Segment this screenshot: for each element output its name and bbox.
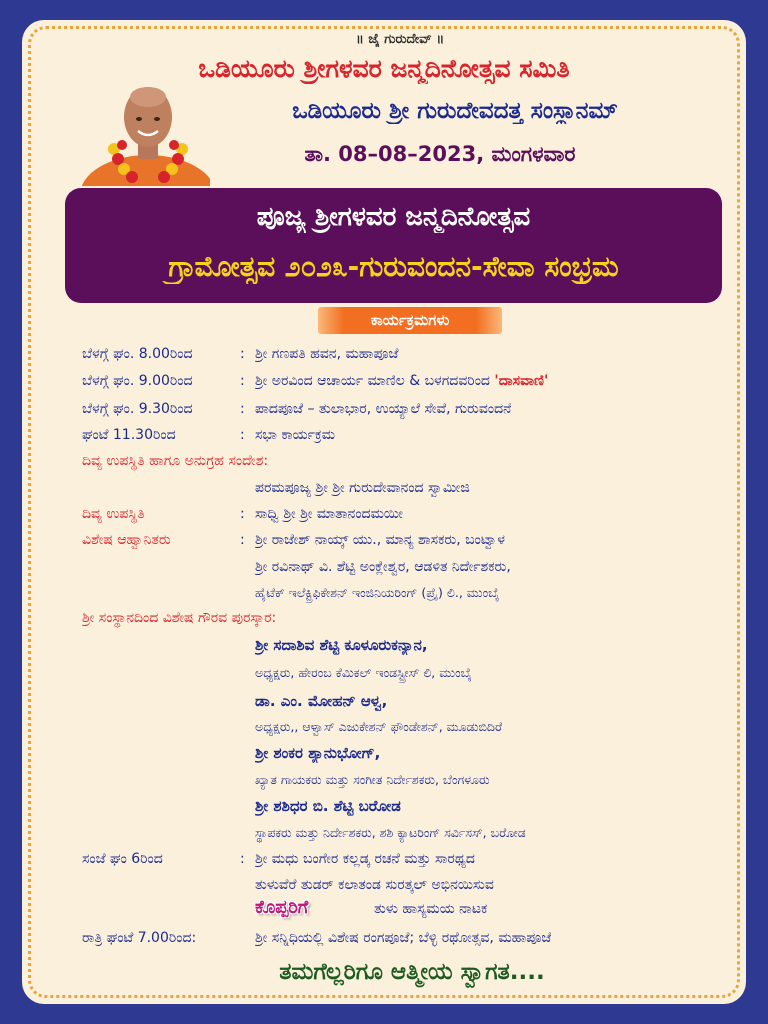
separator: : (240, 346, 245, 362)
night-time: ರಾತ್ರಿ ಘಂಟೆ 7.00ರಿಂದ: (82, 930, 197, 946)
honouree-name: ಶ್ರೀ ಶಶಿಧರ ಬಿ. ಶೆಟ್ಟಿ ಬರೋಡ (255, 797, 401, 815)
separator: : (240, 506, 245, 522)
separator: : (240, 401, 245, 417)
blessing-heading: ದಿವ್ಯ ಉಪಸ್ಥಿತಿ ಹಾಗೂ ಅನುಗ್ರಹ ಸಂದೇಶ: (82, 453, 269, 469)
invitee-line: ಶ್ರೀ ರಾಜೇಶ್ ನಾಯ್ಕ್ ಯು., ಮಾನ್ಯ ಶಾಸಕರು, ಬಂಟ್ವಾಳ (255, 532, 506, 548)
evening-line: ತುಳುವೆರೆ ತುಡರ್ ಕಲಾತಂಡ ಸುರತ್ಕಲ್ ಅಭಿನಯಿಸುವ (255, 877, 494, 893)
play-description: ತುಳು ಹಾಸ್ಯಮಯ ನಾಟಕ (374, 901, 488, 917)
separator: : (240, 851, 245, 867)
honouree-designation: ಸ್ಥಾಪಕರು ಮತ್ತು ನಿರ್ದೇಶಕರು, ಶಶಿ ಕ್ಯಾಟರಿಂಗ್ ಸರ್ವಿಸಸ್, ಬರೋಡ (255, 825, 526, 840)
honouree-designation: ಅಧ್ಯಕ್ಷರು,, ಆಳ್ವಾಸ್ ಎಜುಕೇಶನ್ ಫೌಂಡೇಶನ್, ಮೂಡುಬಿದಿರೆ (255, 719, 503, 734)
play-title: ಕೊಪ್ಪರಿಗೆ (255, 897, 309, 918)
honouree-name: ಶ್ರೀ ಶಂಕರ ಶ್ಯಾನುಭೋಗ್, (255, 744, 381, 762)
schedule-event-line (255, 371, 548, 391)
swamiji-portrait-icon (78, 83, 210, 186)
blessing-name: ಪರಮಪೂಜ್ಯ ಶ್ರೀ ಶ್ರೀ ಗುರುದೇವಾನಂದ ಸ್ವಾಮೀಜಿ (255, 480, 470, 496)
divine-presence-name: ಸಾಧ್ವಿ ಶ್ರೀ ಶ್ರೀ ಮಾತಾನಂದಮಯೀ (255, 506, 403, 522)
event-date: ತಾ. 08–08–2023, ಮಂಗಳವಾರ (304, 142, 576, 166)
invitation-panel (22, 20, 746, 1004)
divine-presence-label: ದಿವ್ಯ ಉಪಸ್ಥಿತಿ (82, 506, 145, 522)
separator: : (240, 532, 245, 548)
invitee-line: ಹೈಟೆಕ್ ಇಲೆಕ್ಟ್ರಿಫಿಕೇಶನ್ ಇಂಜಿನಿಯರಿಂಗ್ (ಪ್ರೈ) ಲಿ., ಮುಂಬೈ (255, 585, 500, 600)
banner-line-2: ಗ್ರಾಮೋತ್ಸವ ೨೦೨೩-ಗುರುವಂದನ-ಸೇವಾ ಸಂಭ್ರಮ (168, 250, 619, 283)
invocation-text: ॥ ಜೈ ಗುರುದೇವ್ ॥ (355, 32, 445, 47)
honours-heading: ಶ್ರೀ ಸಂಸ್ಥಾನದಿಂದ ವಿಶೇಷ ಗೌರವ ಪುರಸ್ಕಾರ: (82, 610, 277, 626)
institution-title: ಒಡಿಯೂರು ಶ್ರೀ ಗುರುದೇವದತ್ತ ಸಂಸ್ಥಾನಮ್ (292, 98, 618, 124)
evening-line: ಶ್ರೀ ಮಧು ಬಂಗೇರ ಕಲ್ಲಡ್ಕ ರಚನೆ ಮತ್ತು ಸಾರಥ್ಯದ (255, 851, 475, 867)
celebration-banner (65, 188, 722, 303)
special-invitees-label: ವಿಶೇಷ ಆಹ್ವಾನಿತರು (82, 532, 171, 548)
invitee-line: ಶ್ರೀ ರವಿನಾಥ್ ವಿ. ಶೆಟ್ಟಿ ಅಂಕ್ಲೇಶ್ವರ, ಆಡಳಿತ ನಿರ್ದೇಶಕರು, (255, 559, 511, 575)
evening-time: ಸಂಜೆ ಘಂ 6ರಿಂದ (82, 851, 163, 867)
banner-line-1: ಪೂಜ್ಯ ಶ್ರೀಗಳವರ ಜನ್ಮದಿನೋತ್ಸವ (256, 202, 531, 232)
schedule-time: ಬೆಳಗ್ಗೆ ಘಂ. 8.00ರಿಂದ (82, 346, 193, 362)
dasavani-highlight: 'ದಾಸವಾಣಿ' (494, 373, 549, 389)
schedule-time: ಘಂಟೆ 11.30ರಿಂದ (82, 427, 176, 443)
honouree-designation: ಅಧ್ಯಕ್ಷರು, ಹೇರಂಬ ಕೆಮಿಕಲ್ ಇಂಡಸ್ಟ್ರೀಸ್ ಲಿ, ಮುಂಬೈ (255, 665, 472, 680)
schedule-event: ಸಭಾ ಕಾರ್ಯಕ್ರಮ (255, 427, 336, 443)
schedule-event: ಶ್ರೀ ಗಣಪತಿ ಹವನ, ಮಹಾಪೂಜೆ (255, 346, 399, 362)
welcome-message: ತಮಗೆಲ್ಲರಿಗೂ ಆತ್ಮೀಯ ಸ್ವಾಗತ.... (279, 959, 545, 985)
separator: : (240, 373, 245, 389)
schedule-event: ಪಾದಪೂಜೆ – ತುಲಾಭಾರ, ಉಯ್ಯಾಲೆ ಸೇವೆ, ಗುರುವಂದನೆ (255, 401, 512, 417)
night-event: ಶ್ರೀ ಸನ್ನಿಧಿಯಲ್ಲಿ ವಿಶೇಷ ರಂಗಪೂಜೆ; ಬೆಳ್ಳಿ ರಥೋತ್ಸವ, ಮಹಾಪೂಜೆ (255, 930, 552, 946)
schedule-event: ಶ್ರೀ ಅರವಿಂದ ಆಚಾರ್ಯ ಮಾಣಿಲ & ಬಳಗದವರಿಂದ (255, 373, 490, 389)
separator: : (240, 427, 245, 443)
programme-heading: ಕಾರ್ಯಕ್ರಮಗಳು (318, 307, 502, 334)
honouree-designation: ಖ್ಯಾತ ಗಾಯಕರು ಮತ್ತು ಸಂಗೀತ ನಿರ್ದೇಶಕರು, ಬೆಂಗಳೂರು (255, 772, 490, 787)
honouree-name: ಶ್ರೀ ಸದಾಶಿವ ಶೆಟ್ಟಿ ಕೂಳೂರುಕನ್ಯಾನ, (255, 636, 428, 654)
honouree-name: ಡಾ. ಎಂ. ಮೋಹನ್ ಆಳ್ವ, (255, 692, 388, 710)
schedule-time: ಬೆಳಗ್ಗೆ ಘಂ. 9.00ರಿಂದ (82, 373, 193, 389)
schedule-time: ಬೆಳಗ್ಗೆ ಘಂ. 9.30ರಿಂದ (82, 401, 193, 417)
committee-title: ಒಡಿಯೂರು ಶ್ರೀಗಳವರ ಜನ್ಮದಿನೋತ್ಸವ ಸಮಿತಿ (198, 54, 570, 83)
